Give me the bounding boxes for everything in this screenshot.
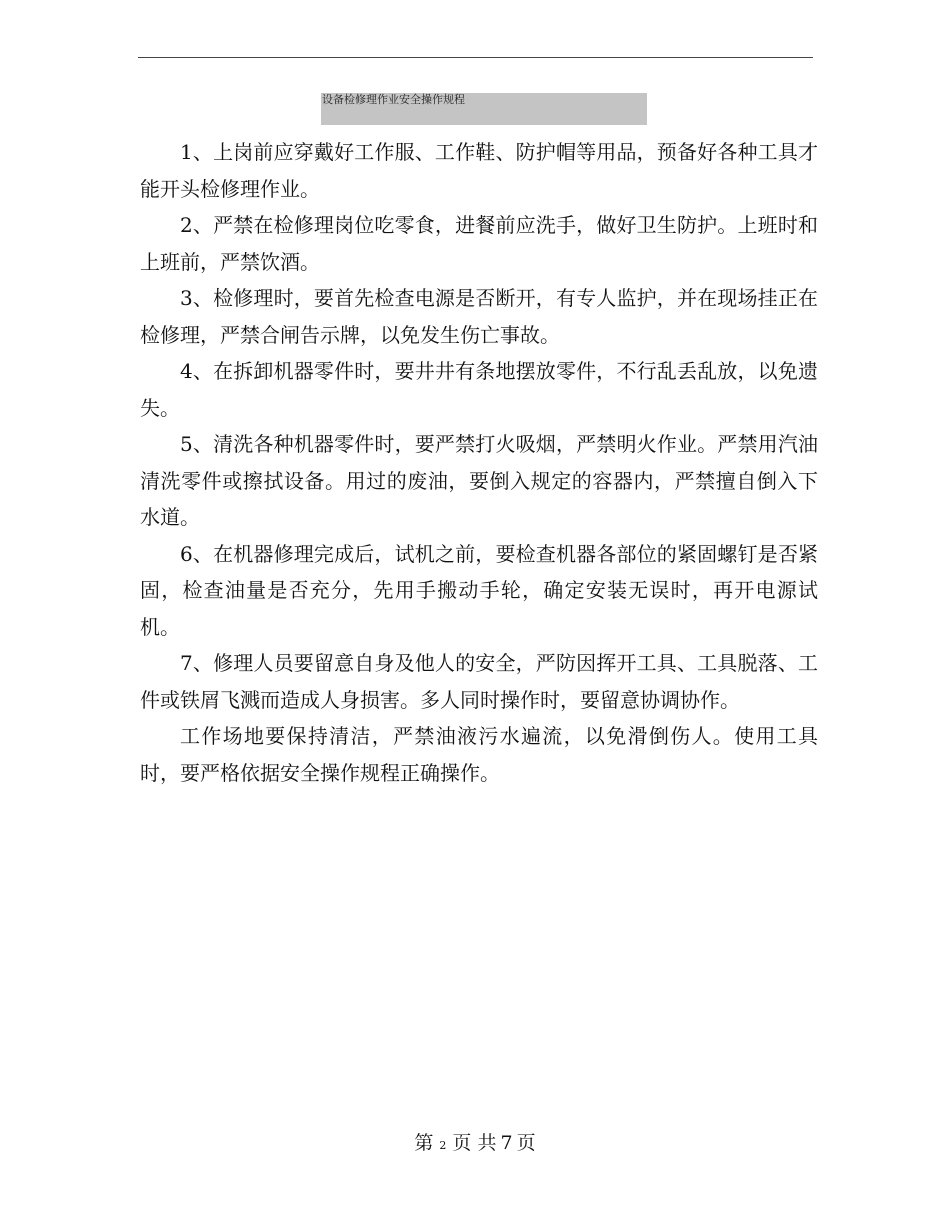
paragraph-1: 1、上岗前应穿戴好工作服、工作鞋、防护帽等用品，预备好各种工具才能开头检修理作业。 [140, 140, 818, 201]
document-body [140, 134, 818, 791]
paragraph-6: 6、在机器修理完成后，试机之前，要检查机器各部位的紧固螺钉是否紧固，检查油量是否充分，先用手搬动手轮，确定安装无误时，再开电源试机。 [140, 541, 818, 639]
document-title: 设备检修理作业安全操作规程 [322, 93, 465, 106]
paragraph-5: 5、清洗各种机器零件时，要严禁打火吸烟，严禁明火作业。严禁用汽油清洗零件或擦拭设备。用过的废油，要倒入规定的容器内，严禁擅自倒入下水道。 [140, 432, 818, 529]
paragraph-7: 7、修理人员要留意自身及他人的安全，严防因挥开工具、工具脱落、工件或铁屑飞溅而造成人身损害。多人同时操作时，要留意协调协作。 [140, 651, 818, 712]
paragraph-8: 工作场地要保持清洁，严禁油液污水遍流，以免滑倒伤人。使用工具时，要严格依据安全操作规程正确操作。 [140, 724, 818, 785]
footer-suffix: 页 [516, 1132, 536, 1154]
footer-total-pages: 7 [500, 1132, 513, 1154]
footer-prefix: 第 [414, 1132, 434, 1154]
footer-page-number: 2 [439, 1139, 447, 1152]
header-divider [138, 57, 813, 58]
page-footer [0, 1130, 950, 1159]
footer-middle: 页 共 [452, 1132, 497, 1154]
paragraph-3: 3、检修理时，要首先检查电源是否断开，有专人监护，并在现场挂正在检修理，严禁合闸告示牌，以免发生伤亡事故。 [140, 286, 818, 347]
paragraph-4: 4、在拆卸机器零件时，要井井有条地摆放零件，不行乱丢乱放，以免遗失。 [140, 359, 818, 420]
paragraph-2: 2、严禁在检修理岗位吃零食，进餐前应洗手，做好卫生防护。上班时和上班前，严禁饮酒。 [140, 213, 818, 274]
header-title-box [321, 93, 647, 125]
